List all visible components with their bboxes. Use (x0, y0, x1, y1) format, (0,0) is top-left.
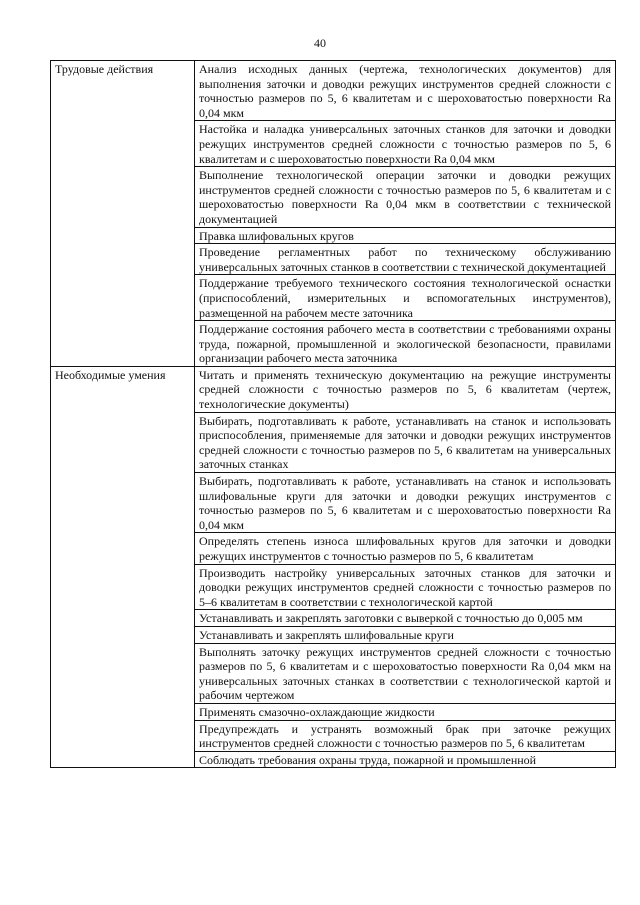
section-label-labor-actions: Трудовые действия (51, 61, 195, 367)
section-label-required-skills: Необходимые умения (51, 366, 195, 767)
list-item: Производить настройку универсальных заточных станков для заточки и доводки режущих инструментов средней сложности с точностью размеров по 5–6 квалитетам в соответствии с технологической картой (195, 564, 616, 610)
list-item: Поддержание состояния рабочего места в соответствии с требованиями охраны труда, пожарной, промышленной и экологической безопасности, правилами организации рабочего места заточника (195, 321, 616, 367)
list-item: Проведение регламентных работ по техническому обслуживанию универсальных заточных станков в соответствии с технической документацией (195, 244, 616, 275)
requirements-table (50, 60, 616, 768)
list-item: Соблюдать требования охраны труда, пожарной и промышленной (195, 751, 616, 768)
list-item: Выбирать, подготавливать к работе, устанавливать на станок и использовать приспособления, применяемые для заточки и доводки режущих инструментов средней сложности с точностью размеров по 5, 6 квалитетам на универсальных заточных станках (195, 412, 616, 472)
page-number: 40 (314, 36, 326, 50)
list-item: Выполнять заточку режущих инструментов средней сложности с точностью размеров по 5, 6 квалитетам и с шероховатостью поверхности Ra 0,04 мкм на универсальных заточных станках в соответствии с технологической картой и рабочим чертежом (195, 643, 616, 703)
list-item: Анализ исходных данных (чертежа, технологических документов) для выполнения заточки и доводки режущих инструментов средней сложности с точностью размеров по 5, 6 квалитетам и с шероховатостью поверхности Ra 0,04 мкм (195, 61, 616, 121)
page-bottom-margin (0, 830, 640, 905)
list-item: Читать и применять техническую документацию на режущие инструменты средней сложности с точностью размеров по 5, 6 квалитетам (чертеж, технологические документы) (195, 366, 616, 412)
table-row (51, 366, 616, 412)
list-item: Выбирать, подготавливать к работе, устанавливать на станок и использовать шлифовальные круги для заточки и доводки режущих инструментов с точностью размеров по 5, 6 квалитетам и с шероховатостью поверхности Ra 0,04 мкм (195, 473, 616, 533)
list-item: Поддержание требуемого технического состояния технологической оснастки (приспособлений, измерительных и вспомогательных инструментов), размещенной на рабочем месте заточника (195, 275, 616, 321)
list-item: Выполнение технологической операции заточки и доводки режущих инструментов средней сложности с точностью размеров по 5, 6 квалитетам и с шероховатостью поверхности Ra 0,04 мкм в соответствии с технической документацией (195, 167, 616, 227)
list-item: Определять степень износа шлифовальных кругов для заточки и доводки режущих инструментов с точностью размеров по 5, 6 квалитетам (195, 533, 616, 564)
list-item: Настойка и наладка универсальных заточных станков для заточки и доводки режущих инструментов средней сложности с точностью размеров по 5, 6 квалитетам и с шероховатостью поверхности Ra 0,04 мкм (195, 121, 616, 167)
list-item: Правка шлифовальных кругов (195, 227, 616, 244)
list-item: Устанавливать и закреплять шлифовальные круги (195, 626, 616, 643)
list-item: Применять смазочно-охлаждающие жидкости (195, 703, 616, 720)
list-item: Устанавливать и закреплять заготовки с выверкой с точностью до 0,005 мм (195, 610, 616, 627)
table-row (51, 61, 616, 121)
list-item: Предупреждать и устранять возможный брак при заточке режущих инструментов средней сложности с точностью размеров по 5, 6 квалитетам (195, 720, 616, 751)
